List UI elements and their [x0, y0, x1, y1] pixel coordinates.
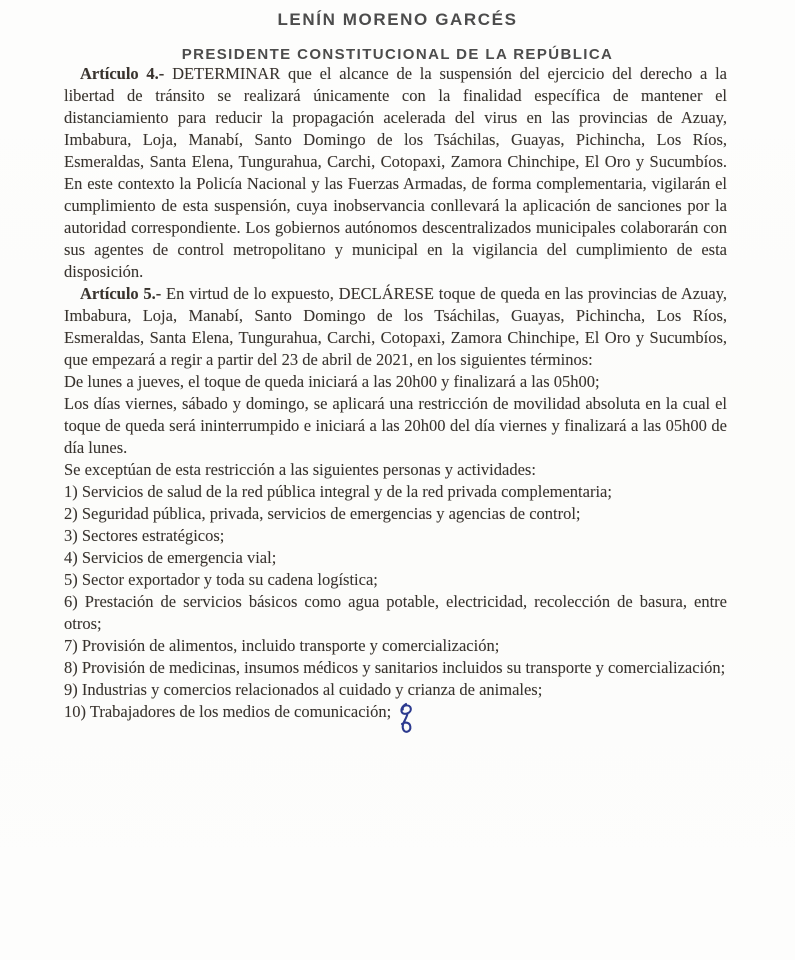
- document-header: [0, 0, 795, 63]
- document-author-name: LENÍN MORENO GARCÉS: [277, 10, 518, 29]
- handwritten-ink-mark: [394, 701, 418, 735]
- document-body: [0, 63, 795, 735]
- article-4-paragraph: [64, 63, 727, 283]
- exception-item-10: [64, 701, 727, 735]
- article-5-paragraph: [64, 283, 727, 371]
- article-5-label: Artículo 5.-: [80, 284, 162, 303]
- exception-item-1: 1) Servicios de salud de la red pública integral y de la red privada complementaria;: [64, 482, 612, 501]
- exception-item-8: 8) Provisión de medicinas, insumos médicos y sanitarios incluidos su transporte y comercialización;: [64, 658, 726, 677]
- exception-item-3: 3) Sectores estratégicos;: [64, 526, 225, 545]
- article-5-text: En virtud de lo expuesto, DECLÁRESE toque de queda en las provincias de Azuay, Imbabura, Loja, Manabí, Santo Domingo de los Tsáchilas, Guayas, Pichincha, Los Ríos, Esmeraldas, Santa Elena, Tungurahua, Carchi, Cotopaxi, Zamora Chinchipe, El Oro y Sucumbíos, que empezará a regir a partir del 23 de abril de 2021, en los siguientes términos:: [64, 284, 728, 369]
- exception-item-9: 9) Industrias y comercios relacionados al cuidado y crianza de animales;: [64, 680, 543, 699]
- exception-item-10-text: 10) Trabajadores de los medios de comunicación;: [64, 702, 392, 721]
- ink-mark-loop: [402, 704, 411, 714]
- weekday-curfew-paragraph: De lunes a jueves, el toque de queda iniciará a las 20h00 y finalizará a las 05h00;: [64, 372, 600, 391]
- article-4-label: Artículo 4.-: [80, 64, 165, 83]
- exception-item-4: 4) Servicios de emergencia vial;: [64, 548, 277, 567]
- article-4-text: DETERMINAR que el alcance de la suspensión del ejercicio del derecho a la libertad de tránsito se realizará únicamente con la finalidad específica de mantener el distanciamiento para reducir la propagación acelerada del virus en las provincias de Azuay, Imbabura, Loja, Manabí, Santo Domingo de los Tsáchilas, Guayas, Pichincha, Los Ríos, Esmeraldas, Santa Elena, Tungurahua, Carchi, Cotopaxi, Zamora Chinchipe, El Oro y Sucumbíos. En este contexto la Policía Nacional y las Fuerzas Armadas, de forma complementaria, vigilarán el cumplimiento de esta suspensión, cuya inobservancia conllevará la aplicación de sanciones por la autoridad correspondiente. Los gobiernos autónomos descentralizados municipales colaborarán con sus agentes de control metropolitano y municipal en la vigilancia del cumplimiento de esta disposición.: [64, 64, 727, 281]
- ink-mark-descender: [402, 714, 410, 732]
- exception-item-5: 5) Sector exportador y toda su cadena logística;: [64, 570, 378, 589]
- weekend-curfew-paragraph: Los días viernes, sábado y domingo, se aplicará una restricción de movilidad absoluta en la cual el toque de queda será ininterrumpido e iniciará a las 20h00 del día viernes y finalizará a las 05h00 de día lunes.: [64, 394, 727, 457]
- document-author-title: PRESIDENTE CONSTITUCIONAL DE LA REPÚBLICA: [181, 46, 614, 63]
- exception-item-6: 6) Prestación de servicios básicos como agua potable, electricidad, recolección de basura, entre otros;: [64, 592, 727, 633]
- exception-item-7: 7) Provisión de alimentos, incluido transporte y comercialización;: [64, 636, 500, 655]
- exception-item-2: 2) Seguridad pública, privada, servicios de emergencias y agencias de control;: [64, 504, 581, 523]
- exceptions-intro-paragraph: Se exceptúan de esta restricción a las siguientes personas y actividades:: [64, 460, 536, 479]
